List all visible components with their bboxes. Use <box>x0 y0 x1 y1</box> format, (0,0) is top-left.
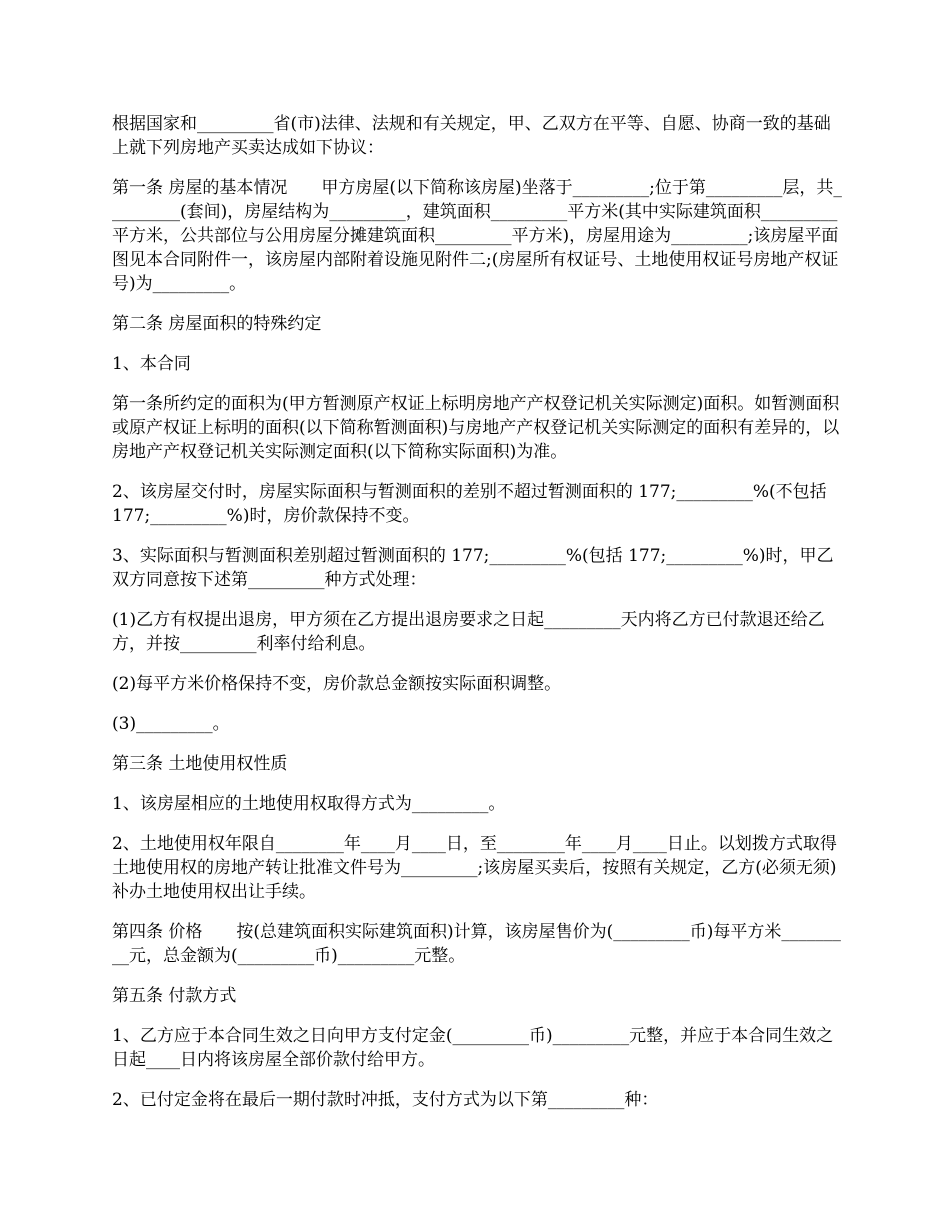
article-4-paragraph: 第四条 价格 按(总建筑面积实际建筑面积)计算，该房屋售价为(_________币)每平方米_________元，总金额为(_________币)_________元整。 <box>112 922 841 966</box>
article-5-heading: 第五条 付款方式 <box>112 986 237 1006</box>
article-3-item-1: 1、该房屋相应的土地使用权取得方式为_________。 <box>112 794 506 814</box>
article-2-item-1: 1、本合同 <box>112 354 191 374</box>
article-2-item-3: 3、实际面积与暂测面积差别超过暂测面积的 177;_________%(包括 177;_________%)时，甲乙双方同意按下述第_________种方式处理： <box>112 546 834 590</box>
article-1-paragraph: 第一条 房屋的基本情况 甲方房屋(以下简称该房屋)坐落于_________;位于第_________层，共_________(套间)，房屋结构为_________，建筑面积_________平方米(其中实际建筑面积_________平方米，公共部位与公用房屋分摊建筑面积_________平方米)，房屋用途为_________;该房屋平面图见本合同附件一，该房屋内部附着设施见附件二;(房屋所有权证号、土地使用权证号房地产权证号)为_________。 <box>112 178 842 294</box>
contract-body <box>112 112 842 1128</box>
article-5-item-2: 2、已付定金将在最后一期付款时冲抵，支付方式为以下第_________种： <box>112 1090 659 1110</box>
article-5-item-1: 1、乙方应于本合同生效之日向甲方支付定金(_________币)_________元整，并应于本合同生效之日起____日内将该房屋全部价款付给甲方。 <box>112 1026 834 1070</box>
article-2-heading: 第二条 房屋面积的特殊约定 <box>112 314 322 334</box>
article-2-item-1-text: 第一条所约定的面积为(甲方暂测原产权证上标明房地产产权登记机关实际测定)面积。如暂测面积或原产权证上标明的面积(以下简称暂测面积)与房地产产权登记机关实际测定的面积有差异的，以房地产产权登记机关实际测定面积(以下简称实际面积)为准。 <box>112 394 840 462</box>
preamble-paragraph: 根据国家和_________省(市)法律、法规和有关规定，甲、乙双方在平等、自愿、协商一致的基础上就下列房地产买卖达成如下协议： <box>112 114 831 158</box>
article-2-option-2: (2)每平方米价格保持不变，房价款总金额按实际面积调整。 <box>112 674 562 694</box>
article-2-option-1: (1)乙方有权提出退房，甲方须在乙方提出退房要求之日起_________天内将乙方已付款退还给乙方，并按_________利率付给利息。 <box>112 610 825 654</box>
article-3-item-2: 2、土地使用权年限自________年____月____日，至________年____月____日止。以划拨方式取得土地使用权的房地产转让批准文件号为_________;该房屋买卖后，按照有关规定，乙方(必须无须)补办土地使用权出让手续。 <box>112 834 837 902</box>
article-2-option-3: (3)_________。 <box>112 714 230 734</box>
article-3-heading: 第三条 土地使用权性质 <box>112 754 288 774</box>
article-2-item-2: 2、该房屋交付时，房屋实际面积与暂测面积的差别不超过暂测面积的 177;_________%(不包括 177;_________%)时，房价款保持不变。 <box>112 482 827 526</box>
